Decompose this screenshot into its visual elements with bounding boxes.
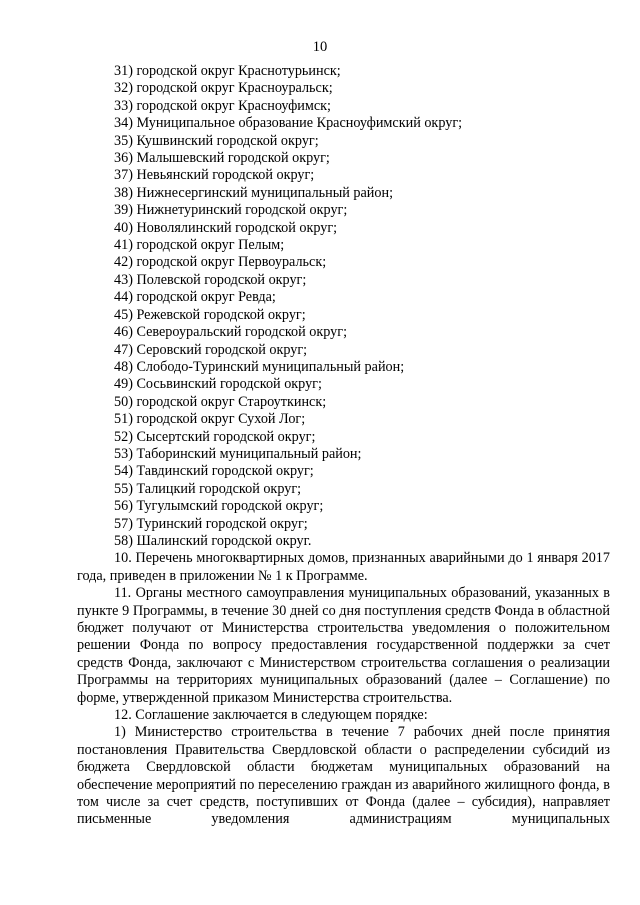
- list-item: 36) Малышевский городской округ;: [114, 150, 330, 167]
- list-item: 48) Слободо-Туринский муниципальный район;: [114, 358, 405, 375]
- list-item: 51) городской округ Сухой Лог;: [114, 411, 306, 428]
- list-item: 45) Режевской городской округ;: [114, 306, 306, 323]
- list-item: 34) Муниципальное образование Красноуфимский округ;: [114, 115, 463, 132]
- list-item: 33) городской округ Красноуфимск;: [114, 97, 332, 114]
- list-item: 53) Таборинский муниципальный район;: [114, 445, 362, 462]
- list-item: 37) Невьянский городской округ;: [114, 167, 315, 184]
- list-item: 32) городской округ Красноуральск;: [114, 80, 333, 97]
- list-item: 31) городской округ Краснотурьинск;: [114, 63, 341, 79]
- list-item: 44) городской округ Ревда;: [114, 289, 276, 306]
- list-item: 58) Шалинский городской округ.: [114, 532, 312, 549]
- list-item: 49) Сосьвинский городской округ;: [114, 376, 322, 393]
- list-item: 42) городской округ Первоуральск;: [114, 254, 327, 271]
- municipality-list: [77, 63, 610, 550]
- list-item: 39) Нижнетуринский городской округ;: [114, 202, 348, 219]
- list-item: 57) Туринский городской округ;: [114, 515, 308, 532]
- list-item: 35) Кушвинский городской округ;: [114, 132, 319, 149]
- paragraph-11: 11. Органы местного самоуправления муниципальных образований, указанных в пункте 9 Программы, в течение 30 дней со дня поступления средств Фонда в областной бюджет получают от Министерства строительства уведомления о положительном решении Фонда по вопросу предоставления государственной поддержки за счет средств Фонда, заключают с Министерством строительства соглашения о реализации Программы на территориях муниципальных образований (далее – Соглашение) по форме, утвержденной приказом Министерства строительства.: [77, 585, 610, 706]
- list-item: 40) Новолялинский городской округ;: [114, 219, 338, 236]
- list-item: 46) Североуральский городской округ;: [114, 324, 348, 341]
- paragraph-12: 12. Соглашение заключается в следующем порядке:: [114, 707, 428, 724]
- paragraph-12-item-1: 1) Министерство строительства в течение 7 рабочих дней после принятия постановления Правительства Свердловской области о распределении субсидий из бюджета Свердловской области бюджетам муниципальных образований на обеспечение мероприятий по переселению граждан из аварийного жилищного фонда, в том числе за счет средств, поступивших от Фонда (далее – субсидия), направляет письменные уведомления администрациям муниципальных: [77, 724, 610, 828]
- paragraph-10: 10. Перечень многоквартирных домов, признанных аварийными до 1 января 2017 года, приведен в приложении № 1 к Программе.: [77, 550, 610, 584]
- page-number: 10: [312, 39, 328, 55]
- list-item: 55) Талицкий городской округ;: [114, 480, 302, 497]
- list-item: 38) Нижнесергинский муниципальный район;: [114, 184, 394, 201]
- list-item: 50) городской округ Староуткинск;: [114, 393, 327, 410]
- list-item: 43) Полевской городской округ;: [114, 271, 307, 288]
- list-item: 41) городской округ Пелым;: [114, 237, 285, 254]
- list-item: 47) Серовский городской округ;: [114, 341, 308, 358]
- list-item: 52) Сысертский городской округ;: [114, 428, 316, 445]
- document-body: [77, 63, 610, 829]
- list-item: 56) Тугулымский городской округ;: [114, 498, 324, 515]
- list-item: 54) Тавдинский городской округ;: [114, 463, 314, 480]
